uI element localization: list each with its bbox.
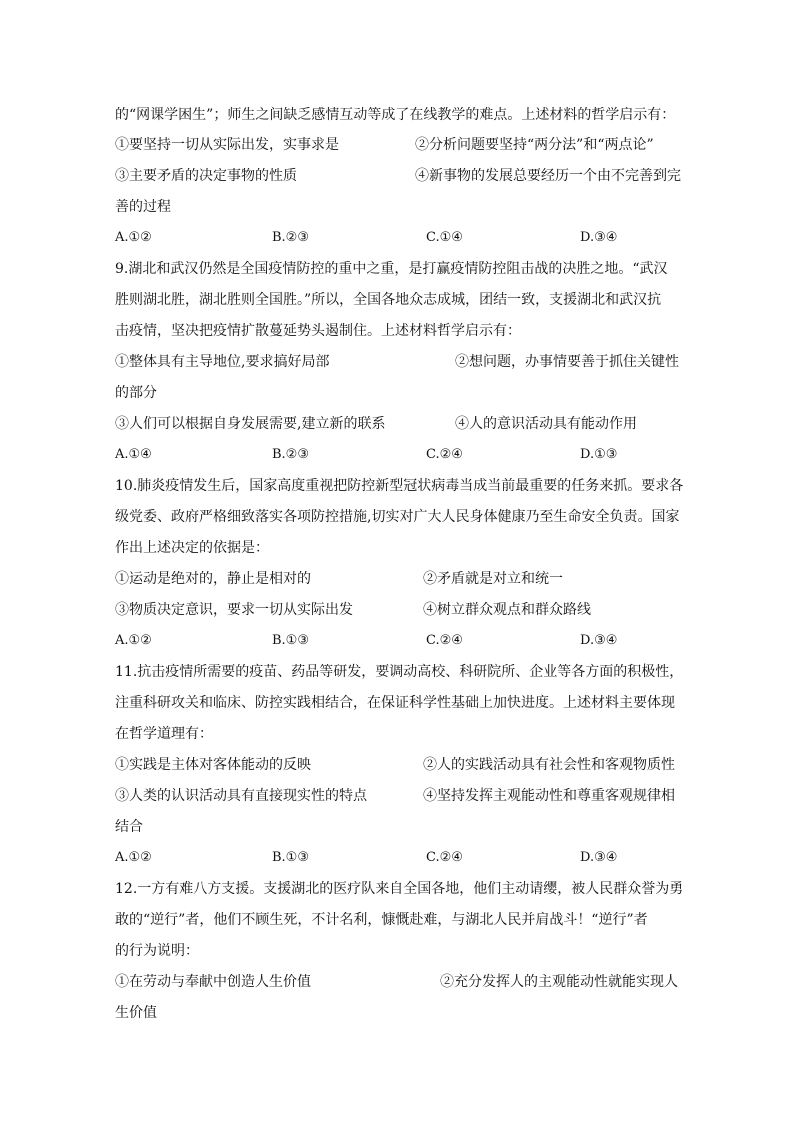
q9-option-2-cont: 的部分 xyxy=(115,385,157,401)
q10-text-line-2: 级党委、政府严格细致落实各项防控措施,切实对广大人民身体健康乃至生命安全负责。国家 xyxy=(115,509,680,525)
q10-text-line-3: 作出上述决定的依据是： xyxy=(115,540,269,556)
q11-choice-d: D.③④ xyxy=(580,850,618,865)
q12-option-2-cont: 生价值 xyxy=(115,1005,157,1021)
q11-text-line-2: 注重科研攻关和临床、防控实践相结合，在保证科学性基础上加快进度。上述材料主要体现 xyxy=(115,695,675,711)
q8-option-1: ①要坚持一切从实际出发，实事求是 xyxy=(115,137,339,153)
q11-choice-a: A.①② xyxy=(115,850,152,865)
q11-option-4-cont: 结合 xyxy=(115,819,143,835)
q8-option-3: ③主要矛盾的决定事物的性质 xyxy=(115,168,297,184)
q9-text-line-1: 9.湖北和武汉仍然是全国疫情防控的重中之重，是打赢疫情防控阻击战的决胜之地。“武汉 xyxy=(115,261,668,277)
q10-option-1: ①运动是绝对的，静止是相对的 xyxy=(115,571,311,587)
q9-choice-d: D.①③ xyxy=(580,447,618,462)
q8-option-4-cont: 善的过程 xyxy=(115,199,171,215)
q10-option-2: ②矛盾就是对立和统一 xyxy=(423,571,563,587)
q12-text-line-3: 的行为说明： xyxy=(115,943,199,959)
q11-text-line-1: 11.抗击疫情所需要的疫苗、药品等研发，要调动高校、科研院所、企业等各方面的积极性， xyxy=(115,664,684,680)
q11-text-line-3: 在哲学道理有： xyxy=(115,726,213,742)
q12-text-line-1: 12.一方有难八方支援。支援湖北的医疗队来自全国各地，他们主动请缨，被人民群众誉为勇 xyxy=(115,881,684,897)
q9-option-1: ①整体具有主导地位,要求搞好局部 xyxy=(115,354,330,370)
q8-option-4: ④新事物的发展总要经历一个由不完善到完 xyxy=(415,168,681,184)
q10-text-line-1: 10.肺炎疫情发生后，国家高度重视把防控新型冠状病毒当成当前最重要的任务来抓。要求各 xyxy=(115,478,684,494)
q9-option-2: ②想问题，办事情要善于抓住关键性 xyxy=(455,354,679,370)
q9-text-line-3: 击疫情，坚决把疫情扩散蔓延势头遏制住。上述材料哲学启示有： xyxy=(115,323,521,339)
q10-choice-c: C.②④ xyxy=(426,633,463,648)
q12-text-line-2: 敢的“逆行”者，他们不顾生死，不计名利，慷慨赴难，与湖北人民并肩战斗！“逆行”者 xyxy=(115,912,648,928)
q10-choice-d: D.③④ xyxy=(580,633,618,648)
q8-choice-a: A.①② xyxy=(115,230,152,245)
q10-choice-b: B.①③ xyxy=(272,633,309,648)
q12-option-2: ②充分发挥人的主观能动性就能实现人 xyxy=(440,974,678,990)
q12-option-1: ①在劳动与奉献中创造人生价值 xyxy=(115,974,311,990)
q8-choice-b: B.②③ xyxy=(272,230,309,245)
q8-option-2: ②分析问题要坚持“两分法”和“两点论” xyxy=(415,137,654,153)
q10-option-3: ③物质决定意识，要求一切从实际出发 xyxy=(115,602,353,618)
q8-text-line-1: 的“网课学困生”；师生之间缺乏感情互动等成了在线教学的难点。上述材料的哲学启示有： xyxy=(115,107,676,123)
q11-option-3: ③人类的认识活动具有直接现实性的特点 xyxy=(115,788,367,804)
q9-choice-b: B.②③ xyxy=(272,447,309,462)
q11-choice-b: B.①③ xyxy=(272,850,309,865)
q9-option-3: ③人们可以根据自身发展需要,建立新的联系 xyxy=(115,416,386,432)
q9-choice-c: C.②④ xyxy=(426,447,463,462)
q10-choice-a: A.①② xyxy=(115,633,152,648)
q10-option-4: ④树立群众观点和群众路线 xyxy=(423,602,591,618)
q11-option-1: ①实践是主体对客体能动的反映 xyxy=(115,757,311,773)
q11-option-2: ②人的实践活动具有社会性和客观物质性 xyxy=(423,757,675,773)
q9-text-line-2: 胜则湖北胜，湖北胜则全国胜。”所以，全国各地众志成城，团结一致，支援湖北和武汉抗 xyxy=(115,292,662,308)
q11-choice-c: C.②④ xyxy=(426,850,463,865)
q8-choice-d: D.③④ xyxy=(580,230,618,245)
q8-choice-c: C.①④ xyxy=(426,230,463,245)
q11-option-4: ④坚持发挥主观能动性和尊重客观规律相 xyxy=(423,788,675,804)
q9-choice-a: A.①④ xyxy=(115,447,152,462)
q9-option-4: ④人的意识活动具有能动作用 xyxy=(455,416,637,432)
